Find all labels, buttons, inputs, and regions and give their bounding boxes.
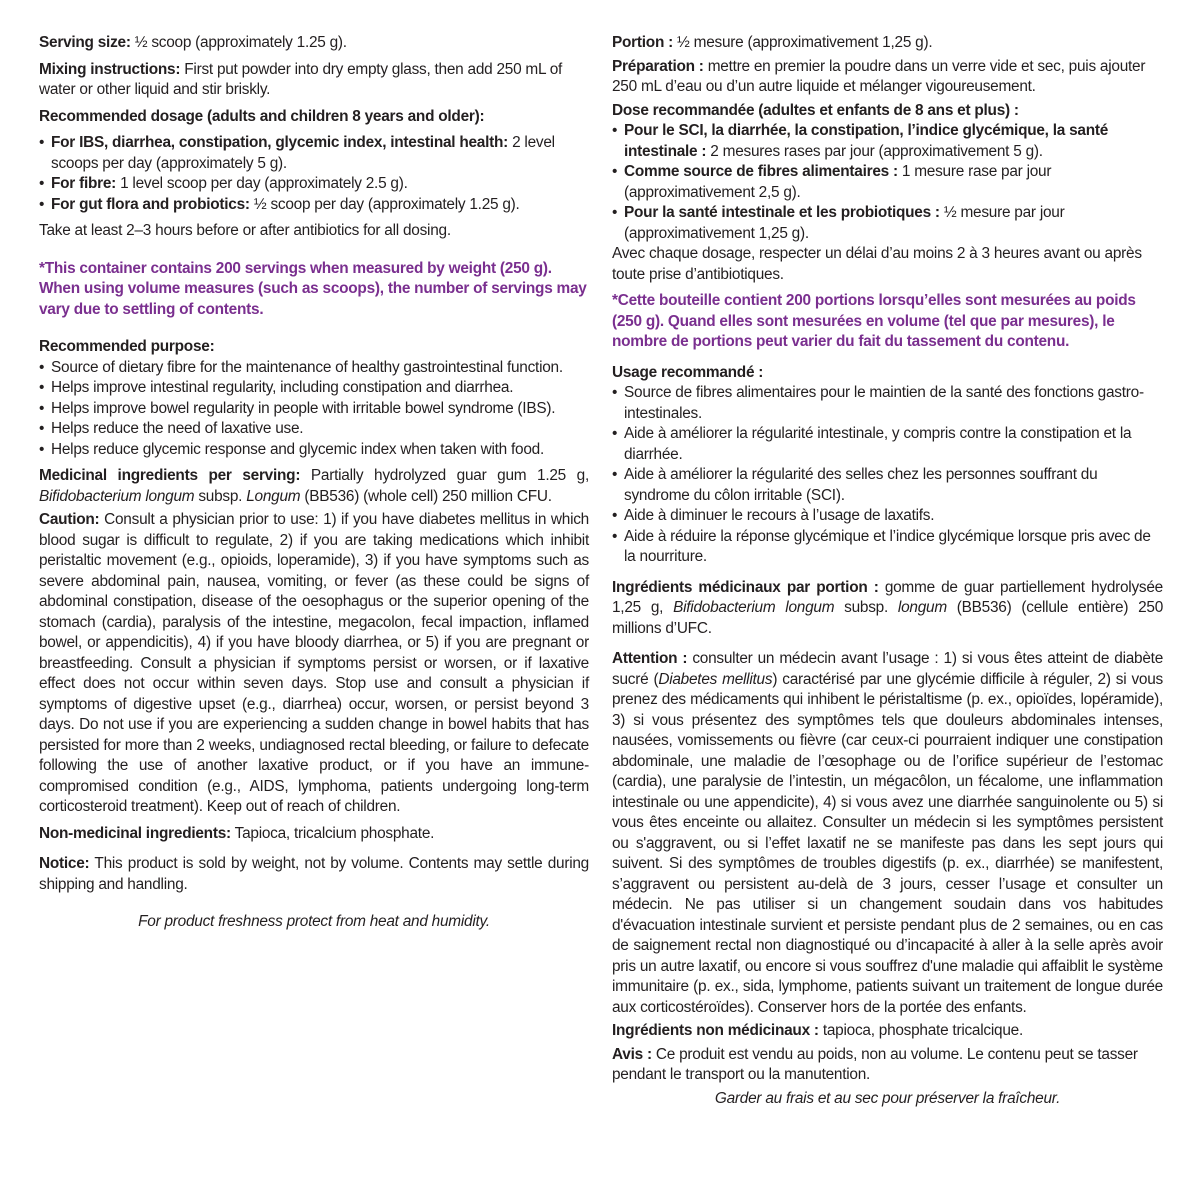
list-item: • Helps reduce the need of laxative use. xyxy=(39,419,589,440)
preparation: Préparation : mettre en premier la poudre dans un verre vide et sec, puis ajouter 250 mL d’eau ou d’un autre liquide et mélanger vigoureusement. xyxy=(612,57,1146,95)
portion: Portion : ½ mesure (approximativement 1,25 g). xyxy=(612,34,933,51)
list-item: • Pour la santé intestinale et les probiotiques : ½ mesure par jour (approximativement 1,25 g). xyxy=(612,203,1163,244)
purpose-heading: Recommended purpose: xyxy=(39,338,215,355)
non-medicinal-ingredients: Ingrédients non médicinaux : tapioca, phosphate tricalcique. xyxy=(612,1022,1023,1039)
mixing-instructions: Mixing instructions: First put powder into dry empty glass, then add 250 mL of water or other liquid and stir briskly. xyxy=(39,60,563,98)
dose-list xyxy=(612,121,1163,244)
list-item: • For IBS, diarrhea, constipation, glycemic index, intestinal health: 2 level scoops per day (approximately 5 g). xyxy=(39,133,589,174)
list-item: • Source de fibres alimentaires pour le maintien de la santé des fonctions gastro-intestinales. xyxy=(612,383,1163,424)
dosage-heading: Recommended dosage (adults and children 8 years and older): xyxy=(39,107,485,125)
dosage-list xyxy=(39,133,589,215)
freshness-note: For product freshness protect from heat and humidity. xyxy=(138,913,490,930)
non-medicinal-ingredients: Non-medicinal ingredients: Tapioca, tricalcium phosphate. xyxy=(39,824,435,842)
antibiotics-note: Take at least 2–3 hours before or after antibiotics for all dosing. xyxy=(39,222,451,239)
list-item: • Aide à diminuer le recours à l’usage de laxatifs. xyxy=(612,506,1163,527)
attention: Attention : consulter un médecin avant l’usage : 1) si vous êtes atteint de diabète sucré (Diabetes mellitus) caractérisé par une glycémie difficile à réguler, 2) si vous prenez des médicaments qui inhibent le péristaltisme (p. ex., opioïdes, lopéramide), 3) si vous présentez des symptômes tels que douleurs abdominales intenses, nausées, vomissements ou fièvre (car ceux-ci pourraient indiquer une constipation abdominale, une maladie de l’œsophage ou de l’orifice supérieur de l’estomac (cardia), une paralysie de l’intestin, un mégacôlon, un fécalome, une inflammation intestinale ou une appendicite), 4) si vous avez une diarrhée sanguinolente ou 5) si vous êtes enceinte ou allaitez. Consulter un médecin si les symptômes persistent ou s'aggravent, ou si l’effet laxatif ne se manifeste pas dans les sept jours qui suivent. Si des symptômes de troubles digestifs (p. ex., diarrhée) se manifestent, s’aggravent ou persistent au-delà de 3 jours, cesser l’usage et consulter un médecin. Ne pas utiliser si un changement soudain dans vos habitudes d'évacuation intestinale survient et persiste pendant plus de 2 semaines, ou en cas de saignement rectal non diagnostiqué ou d’incapacité à aller à la selle après avoir pris un autre laxatif, ou encore si vous souffrez d'une maladie qui affaiblit le système immunitaire (p. ex., sida, lymphome, patients suivant un traitement de longue durée aux corticostéroïdes). Conserver hors de la portée des enfants. xyxy=(612,650,1163,1016)
purpose-list xyxy=(39,358,589,461)
antibiotics-note: Avec chaque dosage, respecter un délai d’au moins 2 à 3 heures avant ou après toute prise d’antibiotiques. xyxy=(612,245,1142,283)
list-item: • Aide à améliorer la régularité des selles chez les personnes souffrant du syndrome du côlon irritable (SCI). xyxy=(612,465,1163,506)
french-column xyxy=(612,33,1163,1109)
list-item: • Source of dietary fibre for the maintenance of healthy gastrointestinal function. xyxy=(39,358,589,379)
freshness-note: Garder au frais et au sec pour préserver la fraîcheur. xyxy=(714,1089,1061,1107)
medicinal-ingredients: Ingrédients médicinaux par portion : gomme de guar partiellement hydrolysée 1,25 g, Bifidobacterium longum subsp. longum (BB536) (cellule entière) 250 millions d’UFC. xyxy=(612,578,1164,637)
list-item: • Helps improve intestinal regularity, including constipation and diarrhea. xyxy=(39,378,589,399)
english-column xyxy=(39,33,589,933)
list-item: • Pour le SCI, la diarrhée, la constipation, l’indice glycémique, la santé intestinale : 2 mesures rases par jour (approximativement 5 g). xyxy=(612,121,1163,162)
list-item: • Comme source de fibres alimentaires : 1 mesure rase par jour (approximativement 2,5 g). xyxy=(612,162,1163,203)
serving-size: Serving size: ½ scoop (approximately 1.25 g). xyxy=(39,34,347,51)
avis: Avis : Ce produit est vendu au poids, non au volume. Le contenu peut se tasser pendant le transport ou la manutention. xyxy=(612,1045,1138,1083)
list-item: • Helps reduce glycemic response and glycemic index when taken with food. xyxy=(39,440,589,461)
caution: Caution: Consult a physician prior to use: 1) if you have diabetes mellitus in which blood sugar is difficult to regulate, 2) if you are taking medications which inhibit peristaltic movement (e.g., opioids, loperamide), 3) if you have symptoms such as severe abdominal pain, nausea, vomiting, or fever (as these could be signs of abdominal constipation, disease of the oesophagus or the superior opening of the stomach (cardia), paralysis of the intestine, megacolon, fecal impaction, inflamed bowel, or appendicitis), 4) if you have bloody diarrhea, or 5) if you are pregnant or breastfeeding. Consult a physician if symptoms persist or worsen, or if laxative effect does not occur within seven days. Stop use and consult a physician if symptoms of digestive upset (e.g., diarrhea) occur, worsen, or persist beyond 3 days. Do not use if you are experiencing a sudden change in bowel habits that has persisted for more than 2 weeks, undiagnosed rectal bleeding, or failure to defecate following the use of another laxative product, or if you have an immune-compromised condition (e.g., AIDS, lymphoma, patients undergoing long-term corticosteroid treatment). Keep out of reach of children. xyxy=(39,511,589,815)
usage-heading: Usage recommandé : xyxy=(612,363,764,381)
container-note: *Cette bouteille contient 200 portions lorsqu’elles sont mesurées au poids (250 g). Quand elles sont mesurées en volume (tel que par mesures), le nombre de portions peut varier du fait du tassement du contenu. xyxy=(612,292,1136,350)
list-item: • For gut flora and probiotics: ½ scoop per day (approximately 1.25 g). xyxy=(39,195,589,216)
list-item: • Aide à améliorer la régularité intestinale, y compris contre la constipation et la diarrhée. xyxy=(612,424,1163,465)
dose-heading: Dose recommandée (adultes et enfants de 8 ans et plus) : xyxy=(612,101,1019,119)
list-item: • For fibre: 1 level scoop per day (approximately 2.5 g). xyxy=(39,174,589,195)
container-note: *This container contains 200 servings when measured by weight (250 g). When using volume measures (such as scoops), the number of servings may vary due to settling of contents. xyxy=(39,259,587,318)
medicinal-ingredients: Medicinal ingredients per serving: Partially hydrolyzed guar gum 1.25 g, Bifidobacterium longum subsp. Longum (BB536) (whole cell) 250 million CFU. xyxy=(39,467,589,505)
usage-list xyxy=(612,383,1163,568)
notice: Notice: This product is sold by weight, not by volume. Contents may settle during shipping and handling. xyxy=(39,855,589,893)
list-item: • Helps improve bowel regularity in people with irritable bowel syndrome (IBS). xyxy=(39,399,589,420)
list-item: • Aide à réduire la réponse glycémique et l’indice glycémique lorsque pris avec de la nourriture. xyxy=(612,527,1163,568)
